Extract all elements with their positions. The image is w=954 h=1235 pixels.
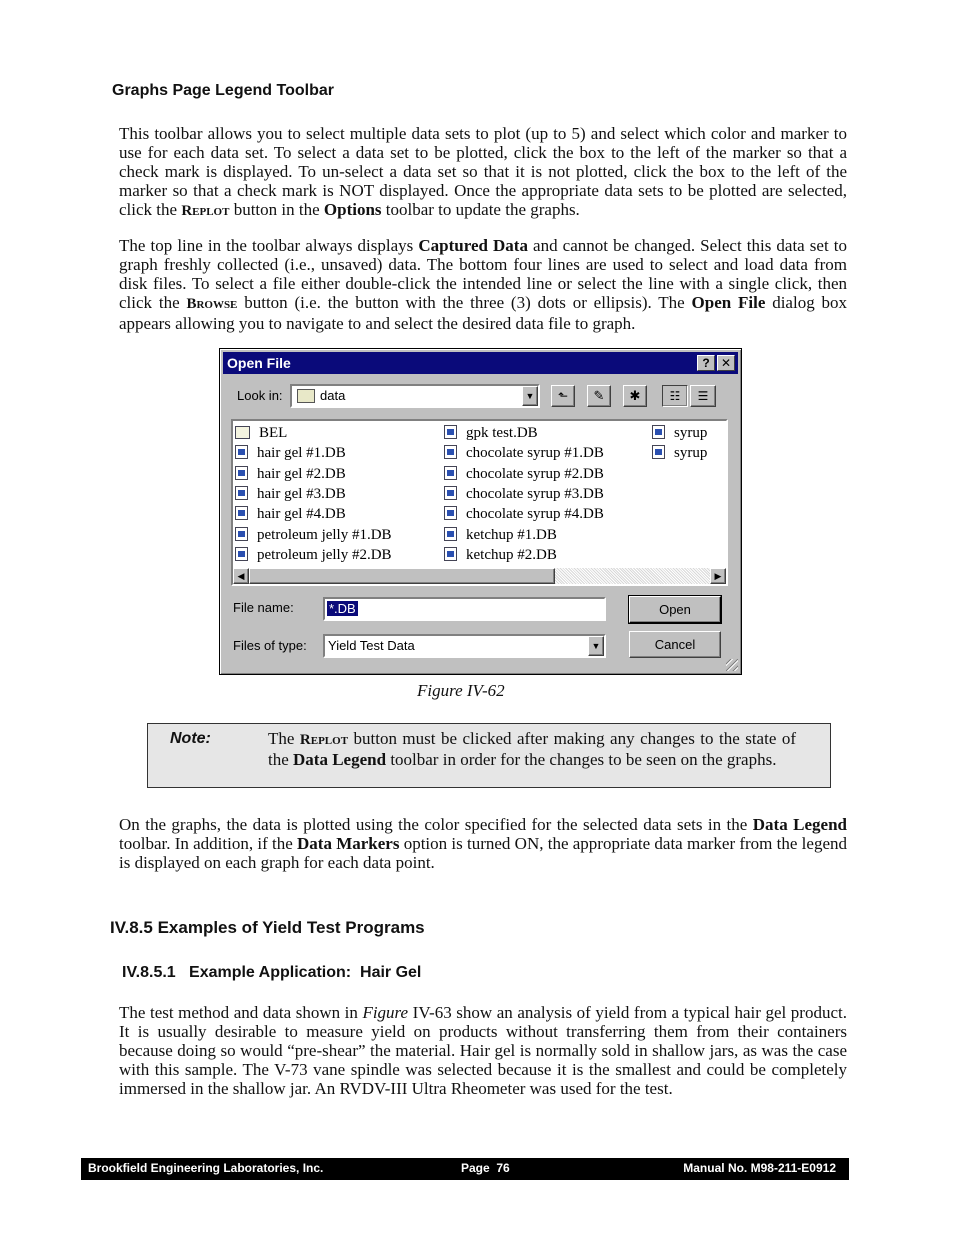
- file-name: chocolate syrup #3.DB: [466, 485, 604, 502]
- new-folder-icon[interactable]: ✱: [623, 385, 647, 407]
- file-list-item[interactable]: [235, 485, 346, 503]
- file-list-item[interactable]: [444, 526, 557, 544]
- database-file-icon: [444, 506, 457, 520]
- open-button[interactable]: Open: [629, 596, 721, 623]
- horizontal-scrollbar[interactable]: [233, 568, 726, 584]
- file-list-item[interactable]: [235, 424, 287, 442]
- database-file-icon: [235, 506, 248, 520]
- file-name: hair gel #1.DB: [257, 445, 346, 462]
- filetype-dropdown[interactable]: [323, 634, 606, 658]
- footer-manual-number: Manual No. M98-211-E0912: [683, 1161, 836, 1175]
- file-name: ketchup #2.DB: [466, 546, 557, 563]
- database-file-icon: [444, 486, 457, 500]
- figure-caption: Figure IV-62: [417, 681, 505, 700]
- text: button must be clicked after making any changes to the state of the: [268, 729, 796, 769]
- close-button[interactable]: ✕: [717, 355, 735, 371]
- file-list-item[interactable]: [235, 505, 346, 523]
- dialog-titlebar: [223, 352, 738, 374]
- figure-ref: Figure: [362, 1003, 409, 1022]
- scroll-left-icon[interactable]: ◀: [233, 568, 249, 584]
- file-list: [231, 419, 728, 586]
- file-name: hair gel #2.DB: [257, 465, 346, 482]
- file-name: gpk test.DB: [466, 425, 538, 441]
- database-file-icon: [235, 486, 248, 500]
- cancel-button[interactable]: Cancel: [629, 631, 721, 658]
- file-name: chocolate syrup #4.DB: [466, 506, 604, 523]
- list-view-icon[interactable]: ☷: [662, 385, 688, 407]
- file-name: petroleum jelly #1.DB: [257, 526, 392, 543]
- data-legend-term: Data Legend: [293, 750, 387, 769]
- database-file-icon: [235, 547, 248, 561]
- open-file-dialog: [219, 348, 742, 675]
- filename-label: File name:: [233, 600, 294, 615]
- paragraph-top-line: [119, 236, 847, 333]
- dialog-title: Open File: [227, 355, 291, 371]
- file-list-item[interactable]: [444, 465, 604, 483]
- section-heading: Graphs Page Legend Toolbar: [112, 82, 334, 99]
- text: button in the: [229, 200, 324, 219]
- note-box: [147, 723, 831, 788]
- database-file-icon: [444, 466, 457, 480]
- file-name: ketchup #1.DB: [466, 526, 557, 543]
- replot-term: Replot: [299, 732, 349, 748]
- file-name: syrup: [674, 425, 708, 441]
- text: This toolbar allows you to select multiple data sets to plot (up to 5) and select which color and marker to use for each data set. To select a data set to be plotted, click the box to the left of the marker so that a check mark is displayed. To un-select a data set so that it is not plotted, click the box to the left of the marker so that a check mark is NOT displayed. Once the appropriate data sets to be plotted are selected, click the: [119, 124, 847, 219]
- folder-icon: [235, 426, 250, 439]
- lookin-value: data: [320, 388, 346, 403]
- file-name: chocolate syrup #1.DB: [466, 445, 604, 462]
- file-list-item[interactable]: [235, 546, 392, 564]
- text: The test method and data shown in: [119, 1003, 363, 1022]
- file-list-item[interactable]: [652, 444, 707, 462]
- database-file-icon: [235, 445, 248, 459]
- paragraph-plotting: [119, 815, 847, 872]
- file-name: hair gel #4.DB: [257, 506, 346, 523]
- details-view-icon[interactable]: ☰: [690, 385, 716, 407]
- file-list-item[interactable]: [444, 485, 604, 503]
- database-file-icon: [444, 445, 457, 459]
- filename-input[interactable]: [323, 597, 606, 621]
- file-name: petroleum jelly #2.DB: [257, 546, 392, 563]
- chevron-down-icon[interactable]: ▼: [588, 636, 604, 656]
- scroll-thumb[interactable]: [249, 568, 555, 584]
- lookin-label: Look in:: [237, 388, 283, 403]
- scroll-right-icon[interactable]: ▶: [710, 568, 726, 584]
- browse-term: Browse: [186, 296, 238, 312]
- file-list-item[interactable]: [444, 546, 557, 564]
- up-folder-icon[interactable]: ⬑: [551, 385, 575, 407]
- lookin-dropdown[interactable]: [290, 384, 540, 408]
- subsection-heading-hair-gel: IV.8.5.1 Example Application: Hair Gel: [122, 964, 422, 981]
- database-file-icon: [444, 425, 457, 439]
- filetype-label: Files of type:: [233, 638, 307, 653]
- resize-grip-icon[interactable]: [726, 659, 738, 671]
- file-name: chocolate syrup #2.DB: [466, 465, 604, 482]
- database-file-icon: [444, 527, 457, 541]
- database-file-icon: [235, 527, 248, 541]
- filename-value: *.DB: [329, 601, 356, 616]
- filetype-value: Yield Test Data: [328, 638, 415, 653]
- database-file-icon: [235, 466, 248, 480]
- database-file-icon: [652, 425, 665, 439]
- paragraph-legend-toolbar: [119, 124, 847, 221]
- text: toolbar. In addition, if the: [119, 834, 297, 853]
- note-text: [268, 729, 796, 769]
- folder-icon: [297, 389, 315, 403]
- help-button[interactable]: ?: [697, 355, 715, 371]
- text: toolbar in order for the changes to be seen on the graphs.: [386, 750, 777, 769]
- text: The top line in the toolbar always displays: [119, 236, 419, 255]
- file-name: hair gel #3.DB: [257, 485, 346, 502]
- text: The: [268, 729, 300, 748]
- desktop-icon[interactable]: ✎: [587, 385, 611, 407]
- data-legend-term: Data Legend: [752, 815, 848, 834]
- database-file-icon: [444, 547, 457, 561]
- file-list-item[interactable]: [235, 465, 346, 483]
- text: and cannot be changed. Select this data set to graph freshly collected (i.e., unsaved) data. The bottom four lines are used to select and load data from disk files. To select a file either double-click the intended line or select the line with a single click, then click the: [119, 236, 847, 312]
- replot-term: Replot: [181, 203, 230, 219]
- text: toolbar to update the graphs.: [381, 200, 580, 219]
- data-markers-term: Data Markers: [297, 834, 400, 853]
- text: button (i.e. the button with the three (3) dots or ellipsis). The: [237, 293, 692, 312]
- file-list-item[interactable]: [652, 424, 707, 442]
- file-list-item[interactable]: [444, 505, 604, 523]
- database-file-icon: [652, 445, 665, 459]
- footer-page-number: Page 76: [461, 1161, 510, 1175]
- file-name: syrup: [674, 445, 708, 462]
- file-list-item[interactable]: [235, 444, 346, 462]
- options-term: Options: [323, 200, 382, 219]
- note-label: Note:: [170, 730, 211, 747]
- footer-company: Brookfield Engineering Laboratories, Inc.: [88, 1161, 324, 1175]
- file-name: BEL: [259, 425, 288, 441]
- open-file-term: Open File: [691, 293, 766, 312]
- captured-data-term: Captured Data: [418, 236, 528, 255]
- page-footer: [81, 1158, 849, 1180]
- text: On the graphs, the data is plotted using the color specified for the selected data sets in the: [119, 815, 753, 834]
- text: dialog box appears allowing you to navigate to and select the desired data file to graph.: [119, 293, 848, 333]
- text: IV-63 show an analysis of yield from a typical hair gel product. It is usually desirable to measure yield on products without transferring them from their containers because doing so would “pre-shear” the material. Hair gel is normally sold in shallow jars, as was the case with this sample. The V-73 vane spindle was selected because it is the smallest and could be completely immersed in the shallow jar. An RVDV-III Ultra Rheometer was used for the test.: [119, 1003, 847, 1098]
- section-heading-examples: IV.8.5 Examples of Yield Test Programs: [110, 918, 425, 937]
- file-list-item[interactable]: [235, 526, 392, 544]
- chevron-down-icon[interactable]: ▼: [522, 386, 538, 406]
- text: option is turned ON, the appropriate data marker from the legend is displayed on each graph for each data point.: [119, 834, 847, 872]
- file-list-item[interactable]: [444, 444, 604, 462]
- paragraph-hair-gel: [119, 1003, 847, 1098]
- file-list-item[interactable]: [444, 424, 538, 442]
